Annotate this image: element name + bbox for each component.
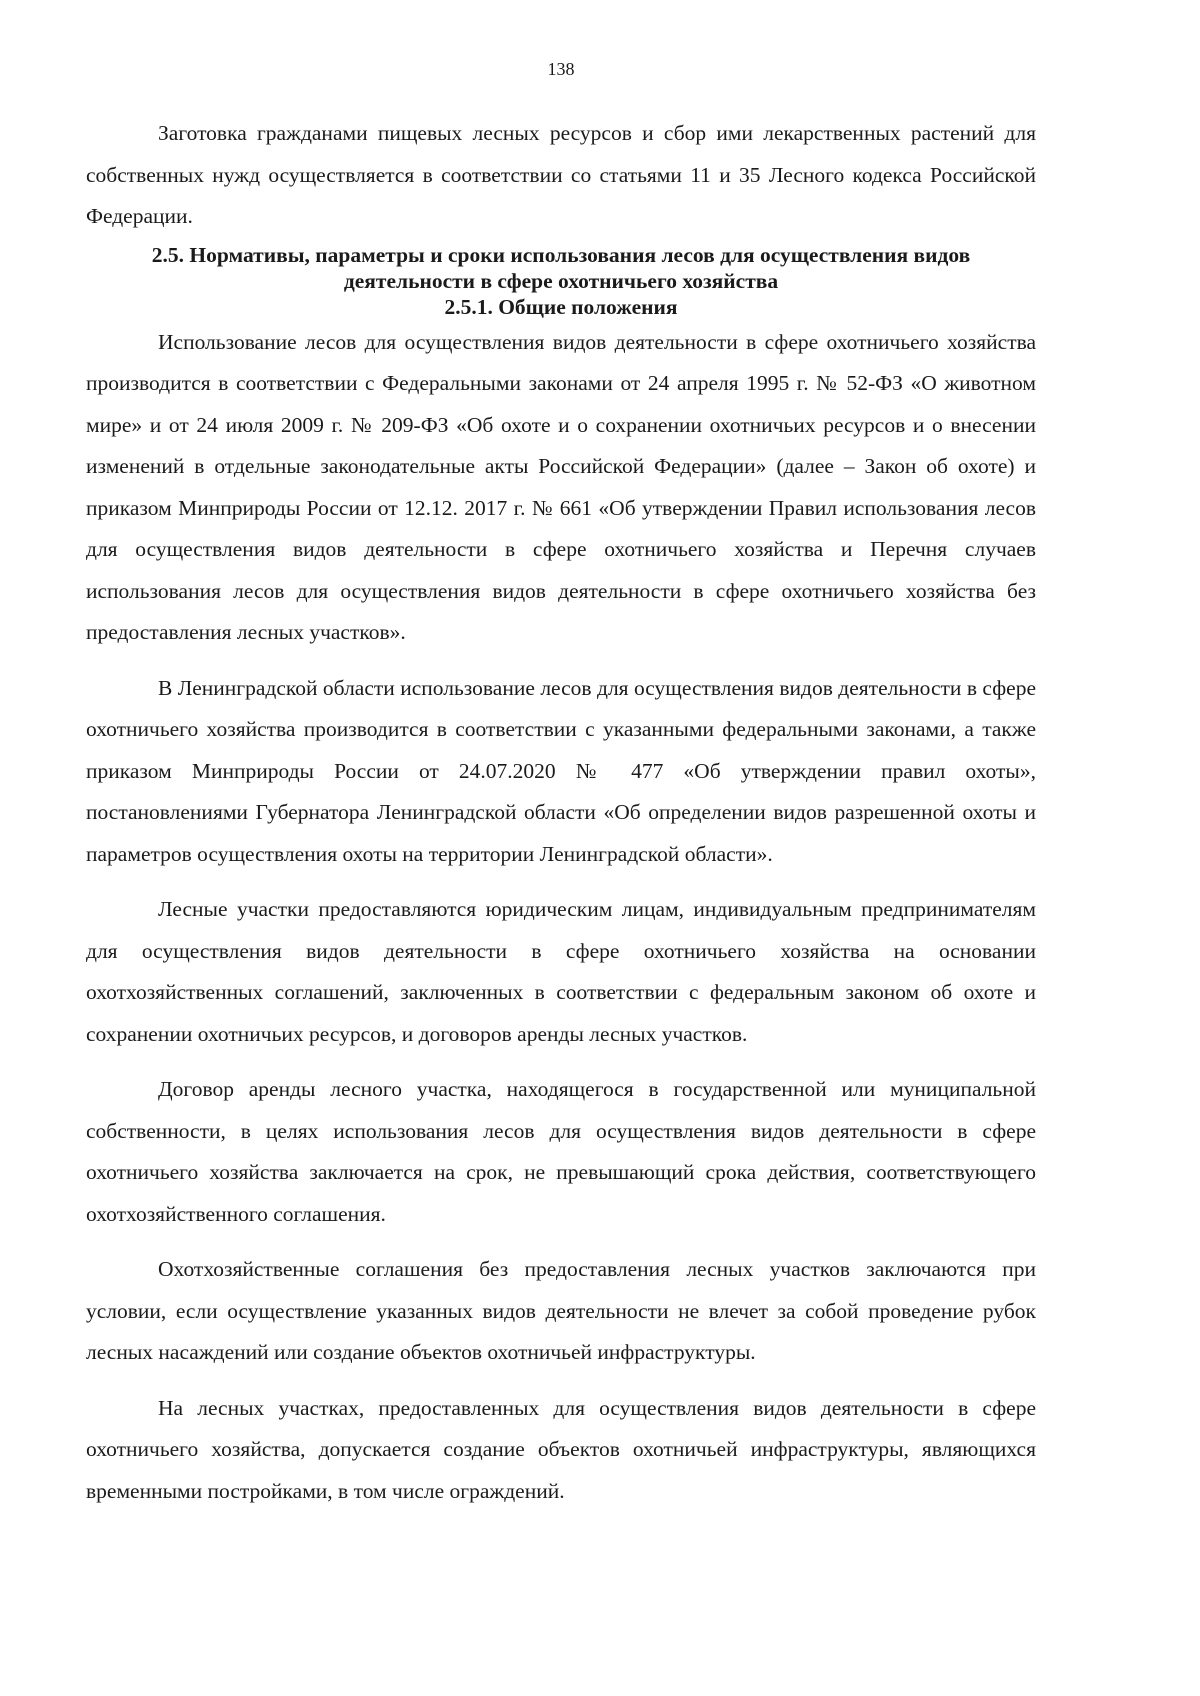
- page-number: 138: [547, 59, 575, 79]
- body-paragraph-6: На лесных участках, предоставленных для осуществления видов деятельности в сфере охотничьего хозяйства, допускается создание объектов охотничьей инфраструктуры, являющихся временными постройками, в том числе ограждений.: [86, 1395, 1036, 1503]
- body-paragraph-5: Охотхозяйственные соглашения без предоставления лесных участков заключаются при условии, если осуществление указанных видов деятельности не влечет за собой проведение рубок лесных насаждений или создание объектов охотничьей инфраструктуры.: [86, 1257, 1036, 1364]
- body-paragraph-2: В Ленинградской области использование лесов для осуществления видов деятельности в сфере охотничьего хозяйства производится в соответствии с указанными федеральными законами, а также приказом Минприроды России от 24.07.2020 № 477 «Об утверждении правил охоты», постановлениями Губернатора Ленинградской области «Об определении видов разрешенной охоты и параметров осуществления охоты на территории Ленинградской области».: [86, 675, 1036, 866]
- body-paragraph-1: Использование лесов для осуществления видов деятельности в сфере охотничьего хозяйства производится в соответствии с Федеральными законами от 24 апреля 1995 г. № 52-ФЗ «О животном мире» и от 24 июля 2009 г. № 209-ФЗ «Об охоте и о сохранении охотничьих ресурсов и о внесении изменений в отдельные законодательные акты Российской Федерации» (далее – Закон об охоте) и приказом Минприроды России от 12.12. 2017 г. № 661 «Об утверждении Правил использования лесов для осуществления видов деятельности в сфере охотничьего хозяйства и Перечня случаев использования лесов для осуществления видов деятельности в сфере охотничьего хозяйства без предоставления лесных участков».: [86, 329, 1036, 644]
- body-paragraph-3: Лесные участки предоставляются юридическим лицам, индивидуальным предпринимателям для осуществления видов деятельности в сфере охотничьего хозяйства на основании охотхозяйственных соглашений, заключенных в соответствии с федеральным законом об охоте и сохранении охотничьих ресурсов, и договоров аренды лесных участков.: [86, 897, 1036, 1046]
- intro-paragraph: Заготовка гражданами пищевых лесных ресурсов и сбор ими лекарственных растений для собственных нужд осуществляется в соответствии со статьями 11 и 35 Лесного кодекса Российской Федерации.: [86, 121, 1036, 228]
- section-heading: 2.5. Нормативы, параметры и сроки использования лесов для осуществления видов деятельности в сфере охотничьего хозяйства: [151, 242, 971, 293]
- subsection-heading: 2.5.1. Общие положения: [444, 294, 678, 319]
- body-paragraph-4: Договор аренды лесного участка, находящегося в государственной или муниципальной собственности, в целях использования лесов для осуществления видов деятельности в сфере охотничьего хозяйства заключается на срок, не превышающий срока действия, соответствующего охотхозяйственного соглашения.: [86, 1077, 1036, 1226]
- page-content: [86, 113, 1036, 1512]
